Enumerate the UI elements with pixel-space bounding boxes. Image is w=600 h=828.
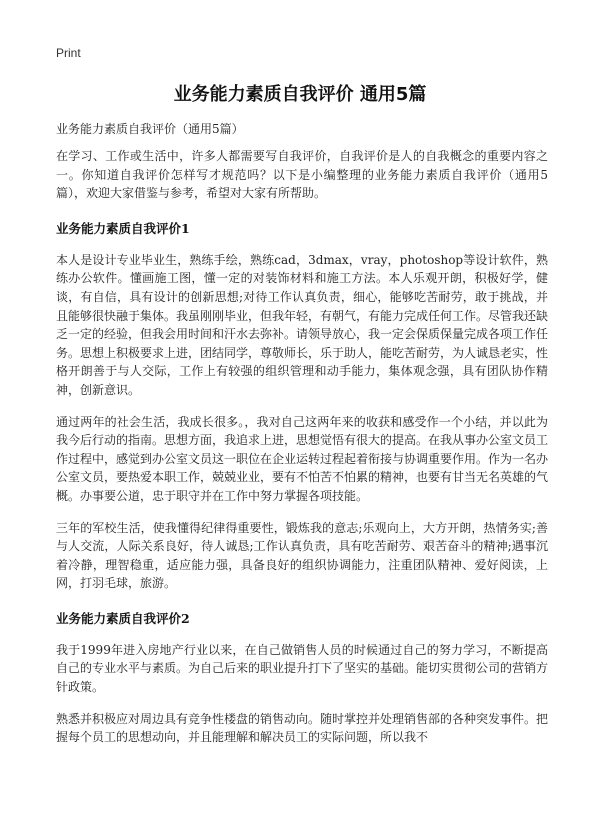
print-link[interactable]: Print xyxy=(56,46,81,60)
section-2-paragraph-1: 我于1999年进入房地产行业以来，在自己做销售人员的时候通过自己的努力学习，不断提高自己的专业水平与素质。为自己后来的职业提升打下了坚实的基础。能切实贯彻公司的营销方针政策。 xyxy=(56,642,549,695)
intro-paragraph: 在学习、工作或生活中，许多人都需要写自我评价，自我评价是人的自我概念的重要内容之一。你知道自我评价怎样写才规范吗？以下是小编整理的业务能力素质自我评价（通用5篇），欢迎大家借鉴与参考，希望对大家有所帮助。 xyxy=(56,149,548,201)
section-1-paragraph-1: 本人是设计专业毕业生，熟练手绘，熟练cad，3dmax，vray，photoshop等设计软件，熟练办公软件。懂画施工图，懂一定的对装饰材料和施工方法。本人乐观开朗，积极好学，健谈，有自信，具有设计的创新思想;对待工作认真负责，细心，能够吃苦耐劳，敢于挑战，并且能够很快融于集体。我虽刚刚毕业，但我年轻，有朝气，有能力完成任何工作。尽管我还缺乏一定的经验，但我会用时间和汗水去弥补。请领导放心，我一定会保质保量完成各项工作任务。思想上积极要求上进，团结同学，尊敬师长，乐于助人，能吃苦耐劳，为人诚恳老实，性格开朗善于与人交际，工作上有较强的组织管理和动手能力，集体观念强，具有团队协作精神，创新意识。 xyxy=(56,252,549,397)
page-title: 业务能力素质自我评价 通用5篇 xyxy=(173,84,427,105)
section-heading-1: 业务能力素质自我评价1 xyxy=(56,220,190,236)
document-body xyxy=(56,121,548,760)
document-subtitle: 业务能力素质自我评价（通用5篇） xyxy=(56,122,244,136)
section-2-paragraph-2: 熟悉并积极应对周边具有竞争性楼盘的销售动向。随时掌控并处理销售部的各种突发事件。把握每个员工的思想动向，并且能理解和解决员工的实际问题，所以我不 xyxy=(56,711,549,745)
section-heading-2: 业务能力素质自我评价2 xyxy=(56,610,190,626)
section-1-paragraph-2: 通过两年的社会生活，我成长很多。，我对自己这两年来的收获和感受作一个小结，并以此为我今后行动的指南。思想方面，我追求上进，思想觉悟有很大的提高。在我从事办公室文员工作过程中，感觉到办公室文员这一职位在企业运转过程起着衔接与协调重要作用。作为一名办公室文员，要热爱本职工作，兢兢业业，要有不怕苦不怕累的精神，也要有甘当无名英雄的气概。办事要公道，忠于职守并在工作中努力掌握各项技能。 xyxy=(56,414,549,503)
section-1-paragraph-3: 三年的军校生活，使我懂得纪律得重要性，锻炼我的意志;乐观向上，大方开朗，热情务实;善与人交流，人际关系良好，待人诚恳;工作认真负责，具有吃苦耐劳、艰苦奋斗的精神;遇事沉着冷静，理智稳重，适应能力强，具备良好的组织协调能力，注重团队精神、爱好阅读，上网，打羽毛球，旅游。 xyxy=(56,520,548,591)
